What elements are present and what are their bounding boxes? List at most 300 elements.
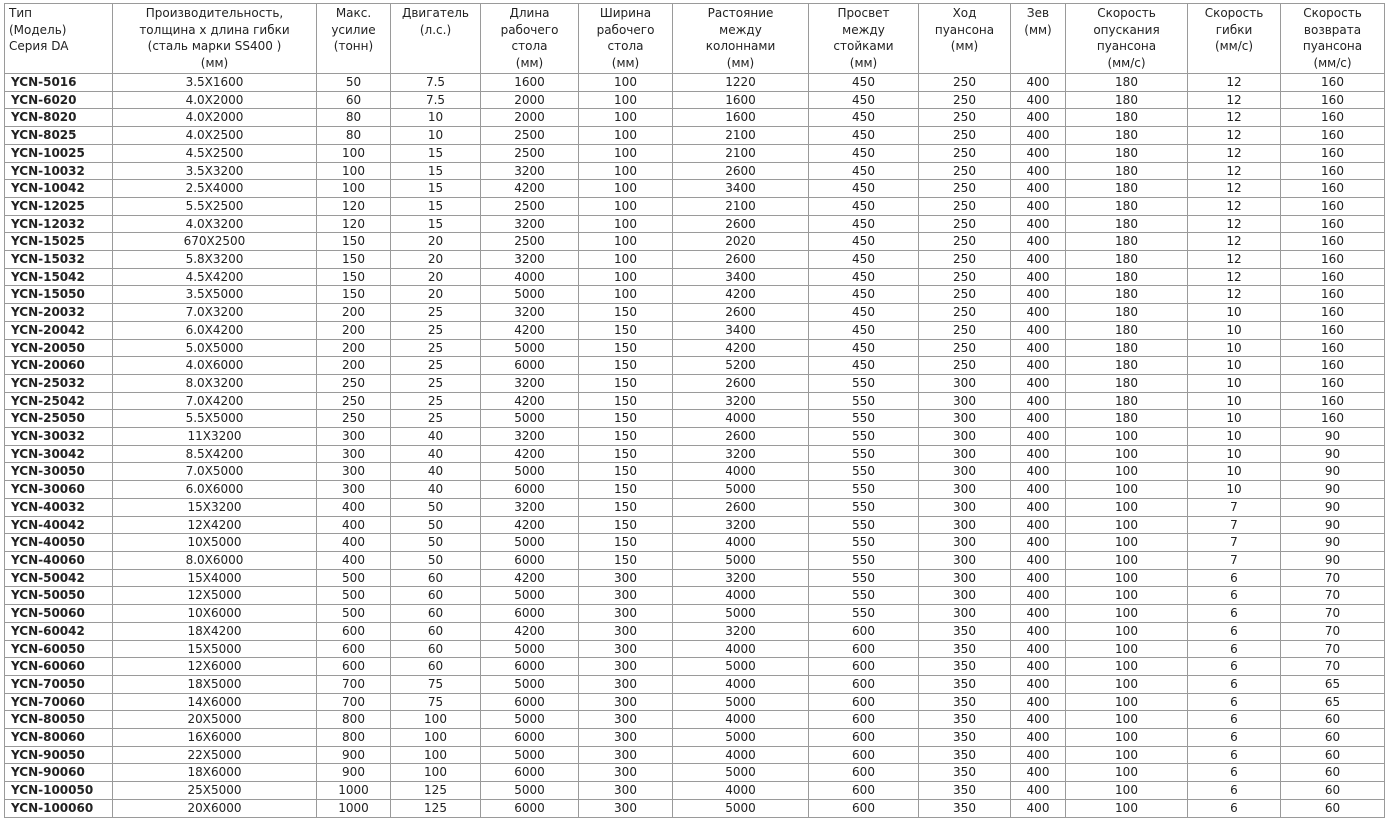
cell-table-width: 100 (579, 215, 673, 233)
cell-max-force: 200 (317, 321, 391, 339)
cell-return-speed: 90 (1281, 551, 1385, 569)
cell-model: YCN-20050 (5, 339, 113, 357)
cell-model: YCN-40032 (5, 498, 113, 516)
table-header (5, 4, 1385, 74)
header-model: Тип (Модель) Серия DA (5, 4, 113, 74)
table-row (5, 251, 1385, 269)
cell-table-length: 3200 (481, 498, 579, 516)
cell-return-speed: 160 (1281, 74, 1385, 92)
cell-model: YCN-60050 (5, 640, 113, 658)
cell-table-width: 100 (579, 74, 673, 92)
cell-table-width: 150 (579, 410, 673, 428)
cell-capacity: 18X5000 (113, 675, 317, 693)
cell-capacity: 8.0X3200 (113, 374, 317, 392)
cell-daylight: 400 (1011, 640, 1066, 658)
table-row (5, 321, 1385, 339)
cell-motor-power: 75 (391, 693, 481, 711)
cell-capacity: 5.0X5000 (113, 339, 317, 357)
cell-motor-power: 20 (391, 268, 481, 286)
table-row (5, 746, 1385, 764)
cell-daylight: 400 (1011, 392, 1066, 410)
cell-capacity: 5.5X2500 (113, 197, 317, 215)
cell-throat-clearance: 550 (809, 392, 919, 410)
cell-table-length: 6000 (481, 357, 579, 375)
table-row (5, 551, 1385, 569)
cell-bending-speed: 10 (1188, 374, 1281, 392)
cell-motor-power: 60 (391, 587, 481, 605)
cell-daylight: 400 (1011, 516, 1066, 534)
cell-throat-clearance: 450 (809, 180, 919, 198)
cell-column-distance: 3200 (673, 569, 809, 587)
cell-daylight: 400 (1011, 764, 1066, 782)
cell-max-force: 150 (317, 251, 391, 269)
cell-model: YCN-15050 (5, 286, 113, 304)
cell-ram-stroke: 300 (919, 374, 1011, 392)
table-row (5, 91, 1385, 109)
cell-bending-speed: 12 (1188, 91, 1281, 109)
header-row (5, 4, 1385, 74)
cell-bending-speed: 12 (1188, 74, 1281, 92)
cell-return-speed: 70 (1281, 640, 1385, 658)
cell-column-distance: 3400 (673, 180, 809, 198)
cell-throat-clearance: 550 (809, 569, 919, 587)
cell-throat-clearance: 550 (809, 463, 919, 481)
cell-max-force: 80 (317, 127, 391, 145)
cell-model: YCN-15032 (5, 251, 113, 269)
cell-table-width: 300 (579, 693, 673, 711)
cell-ram-stroke: 300 (919, 569, 1011, 587)
cell-table-length: 6000 (481, 764, 579, 782)
cell-model: YCN-30032 (5, 428, 113, 446)
table-row (5, 711, 1385, 729)
cell-table-length: 4200 (481, 392, 579, 410)
cell-table-width: 300 (579, 799, 673, 817)
cell-ram-stroke: 300 (919, 481, 1011, 499)
header-motor-power: Двигатель (л.с.) (391, 4, 481, 74)
cell-table-width: 150 (579, 304, 673, 322)
cell-table-width: 100 (579, 162, 673, 180)
cell-ram-stroke: 250 (919, 357, 1011, 375)
cell-table-width: 100 (579, 233, 673, 251)
cell-approach-speed: 180 (1066, 74, 1188, 92)
cell-bending-speed: 12 (1188, 197, 1281, 215)
cell-motor-power: 25 (391, 304, 481, 322)
table-row (5, 74, 1385, 92)
cell-bending-speed: 6 (1188, 622, 1281, 640)
cell-approach-speed: 180 (1066, 410, 1188, 428)
cell-bending-speed: 12 (1188, 215, 1281, 233)
cell-ram-stroke: 250 (919, 91, 1011, 109)
cell-ram-stroke: 300 (919, 428, 1011, 446)
cell-daylight: 400 (1011, 729, 1066, 747)
cell-bending-speed: 10 (1188, 392, 1281, 410)
table-row (5, 286, 1385, 304)
cell-return-speed: 160 (1281, 339, 1385, 357)
cell-motor-power: 50 (391, 498, 481, 516)
cell-capacity: 18X4200 (113, 622, 317, 640)
cell-bending-speed: 12 (1188, 233, 1281, 251)
cell-approach-speed: 180 (1066, 321, 1188, 339)
cell-motor-power: 20 (391, 233, 481, 251)
cell-bending-speed: 10 (1188, 428, 1281, 446)
table-row (5, 640, 1385, 658)
cell-motor-power: 40 (391, 481, 481, 499)
cell-motor-power: 75 (391, 675, 481, 693)
cell-return-speed: 90 (1281, 463, 1385, 481)
cell-throat-clearance: 600 (809, 675, 919, 693)
cell-table-length: 5000 (481, 339, 579, 357)
cell-return-speed: 70 (1281, 569, 1385, 587)
cell-throat-clearance: 550 (809, 534, 919, 552)
cell-model: YCN-12025 (5, 197, 113, 215)
table-row (5, 729, 1385, 747)
cell-ram-stroke: 250 (919, 304, 1011, 322)
cell-approach-speed: 100 (1066, 445, 1188, 463)
cell-max-force: 1000 (317, 782, 391, 800)
cell-bending-speed: 6 (1188, 675, 1281, 693)
cell-model: YCN-50060 (5, 605, 113, 623)
cell-column-distance: 3400 (673, 268, 809, 286)
header-ram-stroke: Ход пуансона (мм) (919, 4, 1011, 74)
table-row (5, 622, 1385, 640)
cell-approach-speed: 100 (1066, 675, 1188, 693)
table-row (5, 587, 1385, 605)
cell-throat-clearance: 450 (809, 357, 919, 375)
cell-motor-power: 50 (391, 551, 481, 569)
cell-return-speed: 90 (1281, 428, 1385, 446)
cell-max-force: 1000 (317, 799, 391, 817)
cell-approach-speed: 100 (1066, 516, 1188, 534)
table-body (5, 74, 1385, 818)
cell-bending-speed: 6 (1188, 711, 1281, 729)
cell-model: YCN-100050 (5, 782, 113, 800)
cell-motor-power: 40 (391, 463, 481, 481)
cell-table-length: 3200 (481, 374, 579, 392)
cell-capacity: 6.0X6000 (113, 481, 317, 499)
header-capacity: Производительность, толщина х длина гибки (сталь марки SS400 ) (мм) (113, 4, 317, 74)
cell-model: YCN-25042 (5, 392, 113, 410)
cell-table-width: 150 (579, 428, 673, 446)
cell-table-length: 5000 (481, 640, 579, 658)
cell-bending-speed: 6 (1188, 782, 1281, 800)
cell-max-force: 300 (317, 445, 391, 463)
cell-model: YCN-12032 (5, 215, 113, 233)
cell-max-force: 800 (317, 711, 391, 729)
cell-table-length: 5000 (481, 746, 579, 764)
cell-capacity: 5.5X5000 (113, 410, 317, 428)
cell-table-length: 2500 (481, 197, 579, 215)
table-row (5, 127, 1385, 145)
table-row (5, 516, 1385, 534)
cell-capacity: 4.5X2500 (113, 144, 317, 162)
cell-return-speed: 160 (1281, 304, 1385, 322)
cell-table-length: 4200 (481, 180, 579, 198)
cell-column-distance: 5200 (673, 357, 809, 375)
cell-bending-speed: 7 (1188, 498, 1281, 516)
cell-return-speed: 160 (1281, 286, 1385, 304)
cell-table-width: 100 (579, 109, 673, 127)
cell-capacity: 14X6000 (113, 693, 317, 711)
cell-table-length: 5000 (481, 463, 579, 481)
cell-max-force: 500 (317, 605, 391, 623)
cell-capacity: 8.5X4200 (113, 445, 317, 463)
table-row (5, 410, 1385, 428)
cell-motor-power: 50 (391, 516, 481, 534)
cell-motor-power: 100 (391, 711, 481, 729)
cell-column-distance: 2600 (673, 162, 809, 180)
cell-ram-stroke: 350 (919, 799, 1011, 817)
cell-return-speed: 90 (1281, 498, 1385, 516)
cell-model: YCN-60042 (5, 622, 113, 640)
cell-ram-stroke: 250 (919, 339, 1011, 357)
cell-column-distance: 5000 (673, 551, 809, 569)
cell-capacity: 5.8X3200 (113, 251, 317, 269)
cell-table-length: 4200 (481, 516, 579, 534)
cell-return-speed: 60 (1281, 746, 1385, 764)
cell-return-speed: 160 (1281, 180, 1385, 198)
cell-approach-speed: 180 (1066, 251, 1188, 269)
cell-max-force: 120 (317, 215, 391, 233)
cell-approach-speed: 100 (1066, 428, 1188, 446)
cell-capacity: 8.0X6000 (113, 551, 317, 569)
cell-approach-speed: 100 (1066, 693, 1188, 711)
cell-return-speed: 160 (1281, 321, 1385, 339)
cell-table-length: 5000 (481, 782, 579, 800)
cell-approach-speed: 100 (1066, 799, 1188, 817)
cell-table-length: 5000 (481, 711, 579, 729)
cell-table-length: 6000 (481, 551, 579, 569)
cell-table-width: 150 (579, 357, 673, 375)
cell-approach-speed: 180 (1066, 127, 1188, 145)
cell-motor-power: 15 (391, 144, 481, 162)
cell-daylight: 400 (1011, 74, 1066, 92)
cell-model: YCN-30050 (5, 463, 113, 481)
cell-daylight: 400 (1011, 587, 1066, 605)
table-row (5, 215, 1385, 233)
cell-ram-stroke: 300 (919, 587, 1011, 605)
cell-table-width: 300 (579, 569, 673, 587)
table-row (5, 392, 1385, 410)
cell-table-width: 300 (579, 640, 673, 658)
cell-throat-clearance: 600 (809, 622, 919, 640)
cell-table-width: 150 (579, 463, 673, 481)
cell-capacity: 3.5X1600 (113, 74, 317, 92)
cell-throat-clearance: 550 (809, 410, 919, 428)
cell-table-length: 2000 (481, 91, 579, 109)
cell-table-width: 100 (579, 268, 673, 286)
cell-table-width: 150 (579, 374, 673, 392)
cell-table-width: 150 (579, 392, 673, 410)
cell-return-speed: 65 (1281, 675, 1385, 693)
cell-return-speed: 60 (1281, 782, 1385, 800)
cell-return-speed: 90 (1281, 445, 1385, 463)
cell-capacity: 20X5000 (113, 711, 317, 729)
cell-max-force: 400 (317, 534, 391, 552)
cell-bending-speed: 10 (1188, 481, 1281, 499)
header-table-width: Ширина рабочего стола (мм) (579, 4, 673, 74)
cell-return-speed: 160 (1281, 410, 1385, 428)
table-row (5, 605, 1385, 623)
cell-motor-power: 125 (391, 799, 481, 817)
cell-daylight: 400 (1011, 144, 1066, 162)
cell-approach-speed: 180 (1066, 374, 1188, 392)
cell-model: YCN-8025 (5, 127, 113, 145)
table-row (5, 658, 1385, 676)
cell-approach-speed: 180 (1066, 286, 1188, 304)
cell-capacity: 15X5000 (113, 640, 317, 658)
cell-table-width: 100 (579, 127, 673, 145)
cell-throat-clearance: 450 (809, 233, 919, 251)
cell-model: YCN-40042 (5, 516, 113, 534)
cell-ram-stroke: 350 (919, 693, 1011, 711)
cell-approach-speed: 180 (1066, 91, 1188, 109)
cell-table-length: 4200 (481, 321, 579, 339)
cell-ram-stroke: 300 (919, 498, 1011, 516)
cell-throat-clearance: 450 (809, 109, 919, 127)
cell-table-length: 6000 (481, 799, 579, 817)
cell-approach-speed: 180 (1066, 392, 1188, 410)
cell-column-distance: 2600 (673, 215, 809, 233)
cell-table-width: 150 (579, 339, 673, 357)
cell-max-force: 250 (317, 410, 391, 428)
cell-daylight: 400 (1011, 782, 1066, 800)
cell-bending-speed: 6 (1188, 764, 1281, 782)
cell-motor-power: 20 (391, 286, 481, 304)
cell-capacity: 4.0X6000 (113, 357, 317, 375)
cell-model: YCN-40050 (5, 534, 113, 552)
cell-daylight: 400 (1011, 286, 1066, 304)
cell-bending-speed: 6 (1188, 693, 1281, 711)
cell-bending-speed: 10 (1188, 304, 1281, 322)
cell-capacity: 18X6000 (113, 764, 317, 782)
header-column-distance: Растояние между колоннами (мм) (673, 4, 809, 74)
cell-approach-speed: 180 (1066, 215, 1188, 233)
cell-approach-speed: 100 (1066, 640, 1188, 658)
cell-daylight: 400 (1011, 445, 1066, 463)
cell-table-width: 300 (579, 605, 673, 623)
cell-table-length: 5000 (481, 534, 579, 552)
cell-table-width: 300 (579, 675, 673, 693)
cell-capacity: 15X3200 (113, 498, 317, 516)
table-row (5, 498, 1385, 516)
cell-table-length: 6000 (481, 693, 579, 711)
cell-approach-speed: 180 (1066, 304, 1188, 322)
cell-table-width: 100 (579, 91, 673, 109)
cell-table-length: 5000 (481, 410, 579, 428)
cell-column-distance: 1220 (673, 74, 809, 92)
cell-bending-speed: 6 (1188, 587, 1281, 605)
cell-ram-stroke: 250 (919, 251, 1011, 269)
cell-capacity: 25X5000 (113, 782, 317, 800)
cell-model: YCN-20042 (5, 321, 113, 339)
cell-return-speed: 160 (1281, 162, 1385, 180)
cell-table-width: 300 (579, 622, 673, 640)
cell-max-force: 500 (317, 587, 391, 605)
cell-table-width: 300 (579, 782, 673, 800)
cell-throat-clearance: 450 (809, 91, 919, 109)
cell-daylight: 400 (1011, 463, 1066, 481)
cell-daylight: 400 (1011, 498, 1066, 516)
cell-model: YCN-100060 (5, 799, 113, 817)
table-row (5, 569, 1385, 587)
cell-capacity: 4.0X2000 (113, 91, 317, 109)
cell-max-force: 150 (317, 286, 391, 304)
table-row (5, 162, 1385, 180)
cell-bending-speed: 12 (1188, 268, 1281, 286)
cell-return-speed: 160 (1281, 197, 1385, 215)
cell-bending-speed: 7 (1188, 551, 1281, 569)
cell-max-force: 100 (317, 162, 391, 180)
cell-daylight: 400 (1011, 215, 1066, 233)
cell-column-distance: 2100 (673, 127, 809, 145)
cell-ram-stroke: 250 (919, 109, 1011, 127)
cell-model: YCN-15025 (5, 233, 113, 251)
cell-table-length: 2500 (481, 144, 579, 162)
cell-daylight: 400 (1011, 321, 1066, 339)
cell-daylight: 400 (1011, 711, 1066, 729)
cell-capacity: 12X4200 (113, 516, 317, 534)
cell-max-force: 150 (317, 268, 391, 286)
cell-table-length: 6000 (481, 658, 579, 676)
cell-column-distance: 5000 (673, 693, 809, 711)
cell-table-width: 100 (579, 286, 673, 304)
cell-approach-speed: 180 (1066, 357, 1188, 375)
cell-table-width: 100 (579, 251, 673, 269)
cell-model: YCN-70050 (5, 675, 113, 693)
cell-model: YCN-20060 (5, 357, 113, 375)
cell-ram-stroke: 250 (919, 144, 1011, 162)
table-row (5, 357, 1385, 375)
cell-motor-power: 60 (391, 569, 481, 587)
cell-model: YCN-70060 (5, 693, 113, 711)
cell-model: YCN-30042 (5, 445, 113, 463)
cell-throat-clearance: 450 (809, 162, 919, 180)
cell-daylight: 400 (1011, 357, 1066, 375)
cell-motor-power: 25 (391, 321, 481, 339)
cell-table-length: 6000 (481, 605, 579, 623)
cell-approach-speed: 180 (1066, 162, 1188, 180)
cell-ram-stroke: 250 (919, 180, 1011, 198)
cell-throat-clearance: 550 (809, 551, 919, 569)
cell-throat-clearance: 450 (809, 215, 919, 233)
cell-table-width: 150 (579, 445, 673, 463)
cell-bending-speed: 10 (1188, 463, 1281, 481)
cell-column-distance: 4000 (673, 587, 809, 605)
table-row (5, 463, 1385, 481)
cell-ram-stroke: 350 (919, 675, 1011, 693)
cell-approach-speed: 180 (1066, 109, 1188, 127)
table-row (5, 799, 1385, 817)
cell-return-speed: 160 (1281, 109, 1385, 127)
cell-approach-speed: 180 (1066, 180, 1188, 198)
cell-daylight: 400 (1011, 180, 1066, 198)
header-throat-clearance: Просвет между стойками (мм) (809, 4, 919, 74)
cell-motor-power: 50 (391, 534, 481, 552)
cell-column-distance: 2600 (673, 498, 809, 516)
cell-model: YCN-60060 (5, 658, 113, 676)
cell-table-width: 300 (579, 764, 673, 782)
cell-column-distance: 3200 (673, 622, 809, 640)
cell-column-distance: 4000 (673, 463, 809, 481)
cell-approach-speed: 100 (1066, 587, 1188, 605)
cell-capacity: 10X5000 (113, 534, 317, 552)
cell-max-force: 700 (317, 675, 391, 693)
cell-max-force: 250 (317, 374, 391, 392)
cell-ram-stroke: 300 (919, 463, 1011, 481)
cell-motor-power: 25 (391, 392, 481, 410)
cell-return-speed: 160 (1281, 91, 1385, 109)
cell-bending-speed: 6 (1188, 729, 1281, 747)
